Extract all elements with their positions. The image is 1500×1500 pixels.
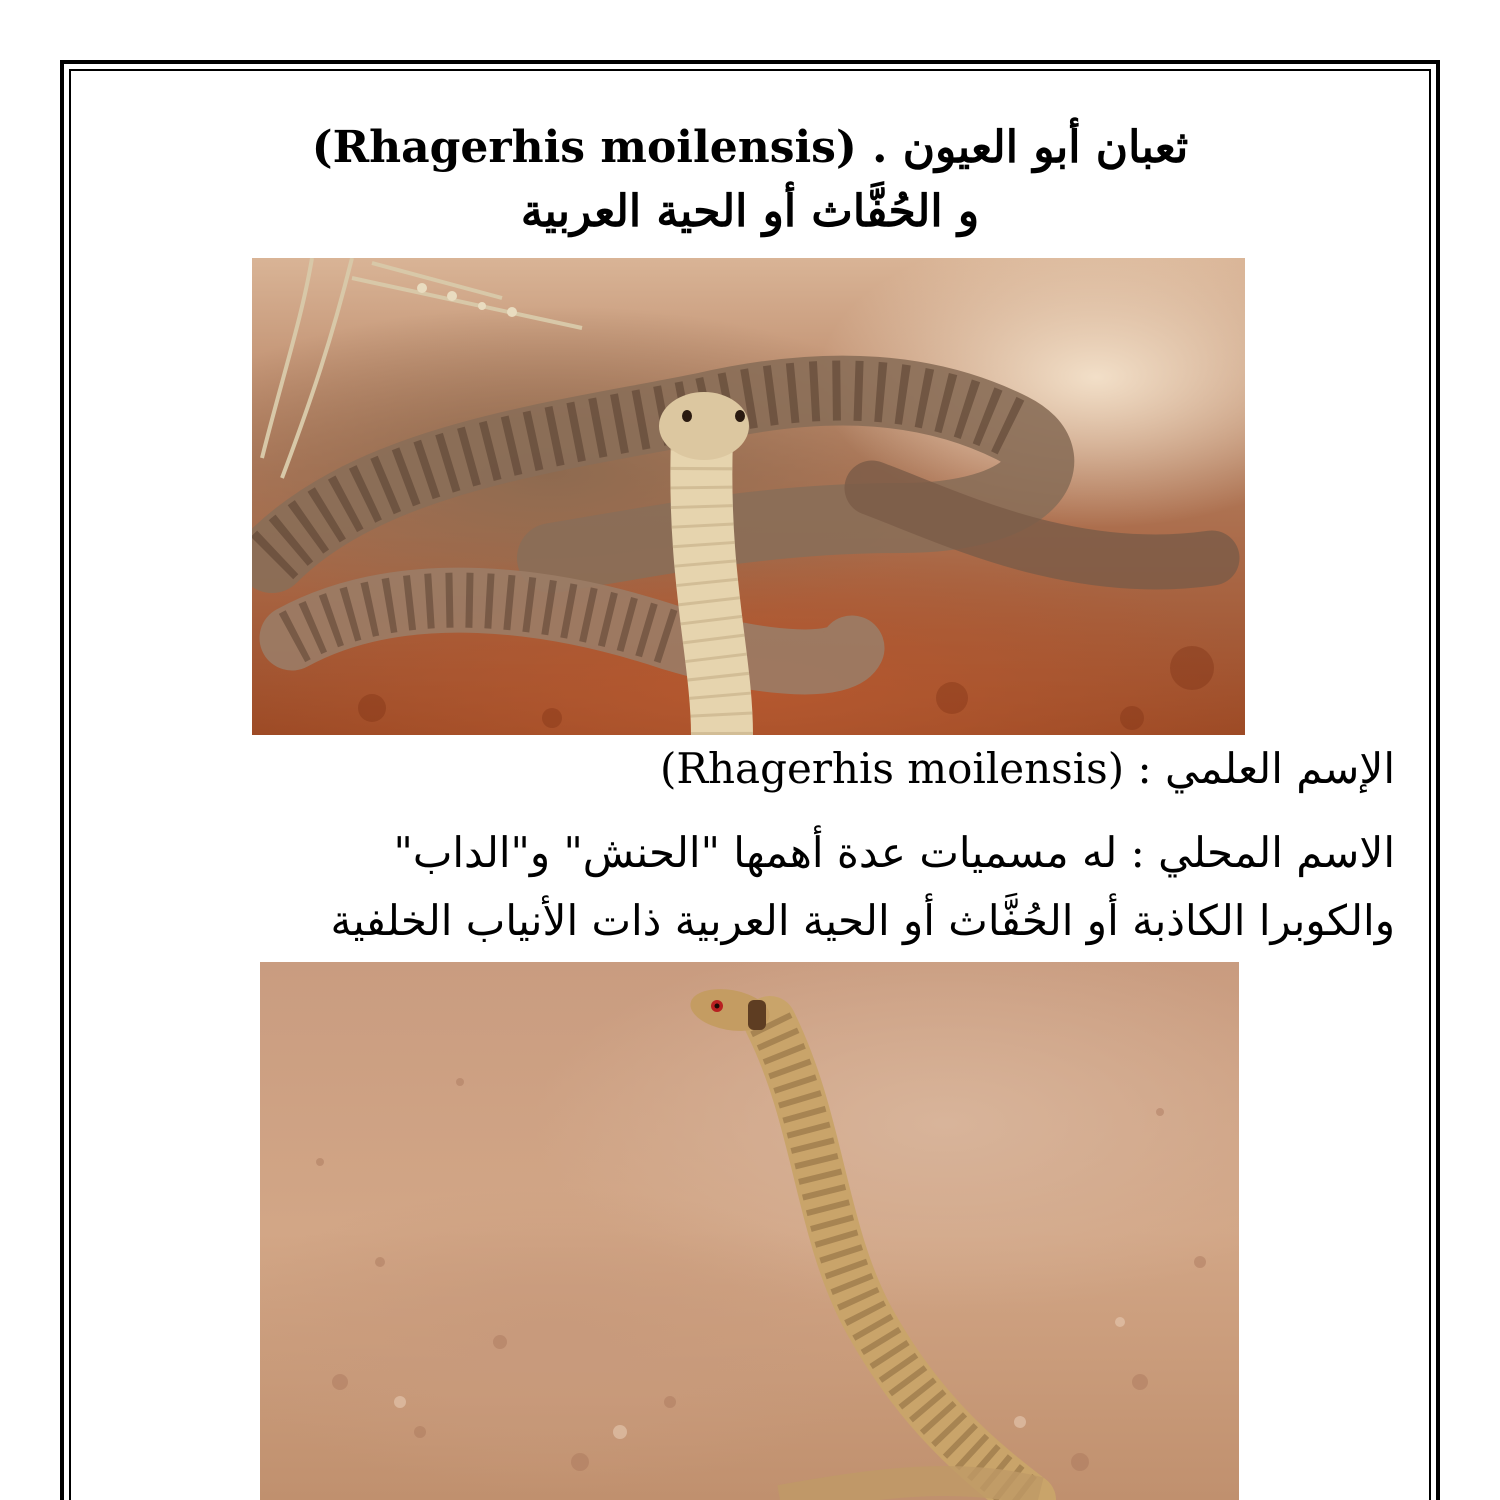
snake-photo-bottom	[260, 962, 1239, 1500]
snake-photo-top-graphic	[252, 258, 1245, 735]
scientific-name-line: الإسم العلمي : (Rhagerhis moilensis)	[659, 744, 1395, 793]
snake-photo-bottom-graphic	[260, 962, 1239, 1500]
page-title-line-2: و الحُفَّاث أو الحية العربية	[520, 186, 980, 237]
page-title-line-1: ثعبان أبو العيون . (Rhagerhis moilensis)	[311, 122, 1189, 173]
local-name-line-2: والكوبرا الكاذبة أو الحُفَّاث أو الحية العربية ذات الأنياب الخلفية	[330, 896, 1395, 945]
local-name-line-1: الاسم المحلي : له مسميات عدة أهمها "الحنش" و"الداب"	[393, 828, 1395, 877]
snake-photo-top	[252, 258, 1245, 735]
